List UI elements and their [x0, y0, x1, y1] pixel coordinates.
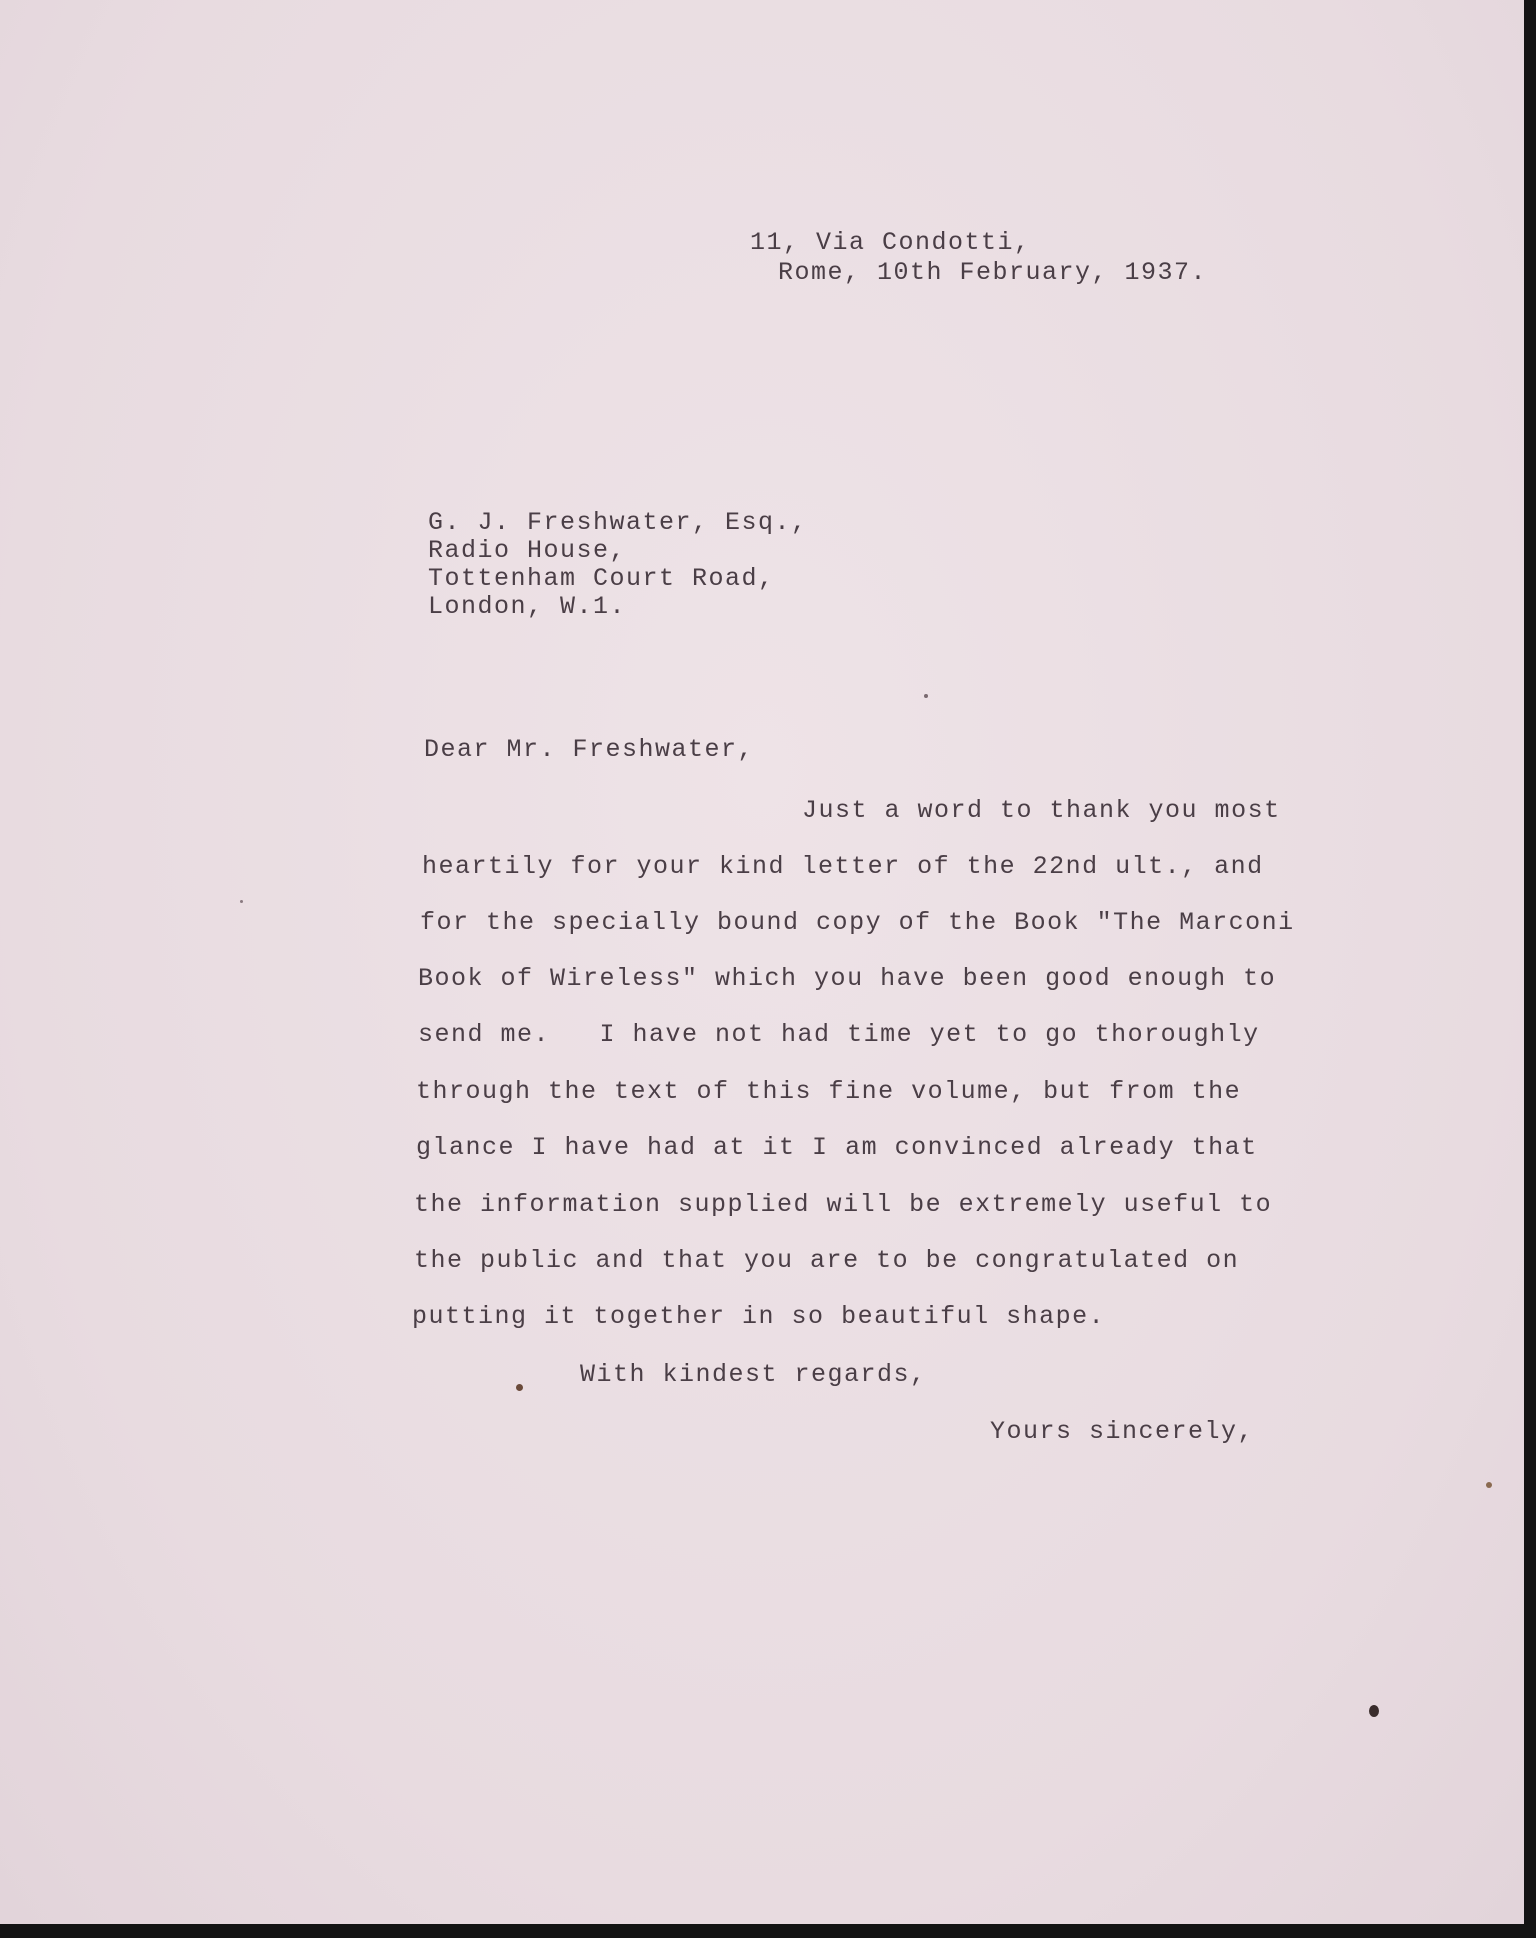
- body-line: putting it together in so beautiful shape.: [412, 1302, 1106, 1331]
- recipient-name: G. J. Freshwater, Esq.,: [428, 508, 808, 537]
- body-line: for the specially bound copy of the Book "The Marconi: [420, 908, 1295, 937]
- ink-spot: [516, 1384, 523, 1391]
- body-line: Just a word to thank you most: [802, 796, 1281, 825]
- body-line: through the text of this fine volume, but from the: [416, 1077, 1242, 1106]
- ink-spot: [924, 694, 928, 698]
- recipient-address-line: London, W.1.: [428, 592, 627, 621]
- body-line: heartily for your kind letter of the 22nd ult., and: [422, 852, 1264, 881]
- body-line: Book of Wireless" which you have been good enough to: [418, 964, 1277, 993]
- body-line: glance I have had at it I am convinced already that: [416, 1133, 1258, 1162]
- sender-address-line: 11, Via Condotti,: [750, 228, 1031, 257]
- body-line: send me. I have not had time yet to go thoroughly: [418, 1020, 1260, 1049]
- sender-date-line: Rome, 10th February, 1937.: [778, 258, 1208, 287]
- ink-spot: [240, 900, 243, 903]
- body-line: the information supplied will be extremely useful to: [414, 1190, 1273, 1219]
- closing-line: Yours sincerely,: [990, 1417, 1255, 1446]
- body-line: the public and that you are to be congratulated on: [414, 1246, 1240, 1275]
- recipient-address-line: Tottenham Court Road,: [428, 564, 775, 593]
- ink-spot: [1486, 1482, 1492, 1488]
- salutation: Dear Mr. Freshwater,: [424, 735, 755, 764]
- ink-spot: [1369, 1705, 1379, 1717]
- regards-line: With kindest regards,: [580, 1360, 927, 1389]
- recipient-address-line: Radio House,: [428, 536, 627, 565]
